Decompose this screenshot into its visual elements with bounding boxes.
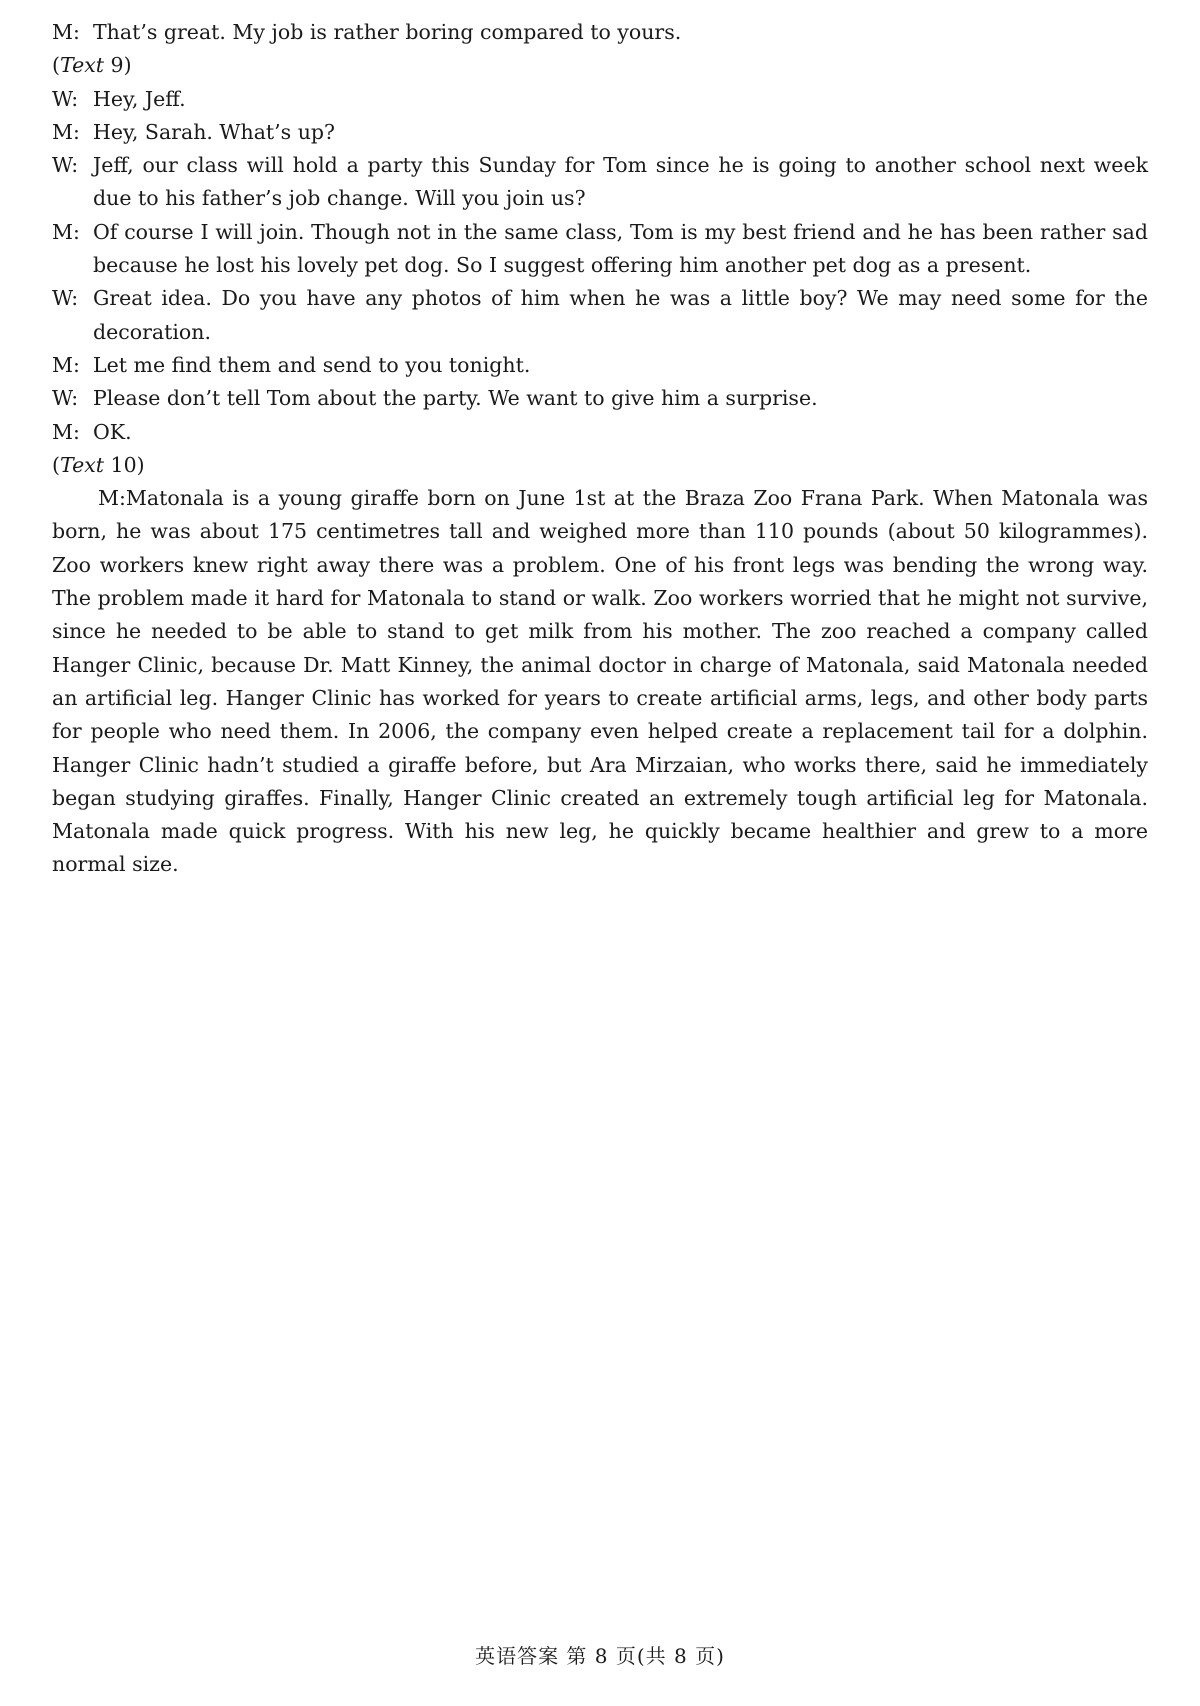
dialogue-line-text8-end <box>52 16 1148 49</box>
speaker-label: W: <box>52 286 79 311</box>
speaker-label: W: <box>52 86 79 111</box>
monologue-text: Matonala is a young giraffe born on June 1st at the Braza Zoo Frana Park. When Matonala was born, he was about 175 centimetres tall and weighed more than 110 pounds (about 50 kilogrammes). Zoo workers knew right away there was a problem. One of his front legs was bending the wrong way. The problem made it hard for Matonala to stand or walk. Zoo workers worried that he might not survive, since he needed to be able to stand to get milk from his mother. The zoo reached a company called Hanger Clinic, because Dr. Matt Kinney, the animal doctor in charge of Matonala, said Matonala needed an artificial leg. Hanger Clinic has worked for years to create artificial arms, legs, and other body parts for people who need them. In 2006, the company even helped create a replacement tail for a dolphin. Hanger Clinic hadn’t studied a giraffe before, but Ara Mirzaian, who works there, said he immediately began studying giraffes. Finally, Hanger Clinic created an extremely tough artificial leg for Matonala. Matonala made quick progress. With his new leg, he quickly became healthier and grew to a more normal size. <box>52 486 1148 877</box>
speaker-label: M: <box>98 486 126 511</box>
speaker-label: W: <box>52 153 79 178</box>
dialogue-text: Hey, Jeff. <box>93 86 186 111</box>
page-footer: 英语答案 第 8 页(共 8 页) <box>475 1644 725 1668</box>
dialogue-text: Please don’t tell Tom about the party. We want to give him a surprise. <box>93 386 818 411</box>
document-body <box>52 16 1148 882</box>
dialogue-line <box>52 282 1148 349</box>
speaker-label: M: <box>52 219 80 244</box>
section-label-text10: (Text 10) <box>52 452 145 477</box>
dialogue-text: Of course I will join. Though not in the same class, Tom is my best friend and he has been rather sad because he lost his lovely pet dog. So I suggest offering him another pet dog as a present. <box>93 219 1148 278</box>
speaker-label: M: <box>52 352 80 377</box>
dialogue-text: Let me find them and send to you tonight. <box>93 352 531 377</box>
dialogue-line <box>52 416 1148 449</box>
section-label-text9: (Text 9) <box>52 53 132 78</box>
dialogue-text: OK. <box>93 419 132 444</box>
dialogue-line <box>52 83 1148 116</box>
dialogue-text: Hey, Sarah. What’s up? <box>93 119 336 144</box>
dialogue-text: That’s great. My job is rather boring compared to yours. <box>93 20 682 44</box>
monologue-paragraph <box>52 482 1148 882</box>
dialogue-line <box>52 349 1148 382</box>
speaker-label: M: <box>52 119 80 144</box>
dialogue-text: Jeff, our class will hold a party this Sunday for Tom since he is going to another school next week due to his father’s job change. Will you join us? <box>93 153 1148 211</box>
dialogue-line <box>52 116 1148 149</box>
dialogue-line <box>52 382 1148 415</box>
speaker-label: W: <box>52 386 79 411</box>
dialogue-line <box>52 149 1148 216</box>
speaker-label: M: <box>52 20 80 44</box>
dialogue-line <box>52 216 1148 283</box>
dialogue-text: Great idea. Do you have any photos of him when he was a little boy? We may need some for the decoration. <box>93 286 1148 344</box>
speaker-label: M: <box>52 419 80 444</box>
